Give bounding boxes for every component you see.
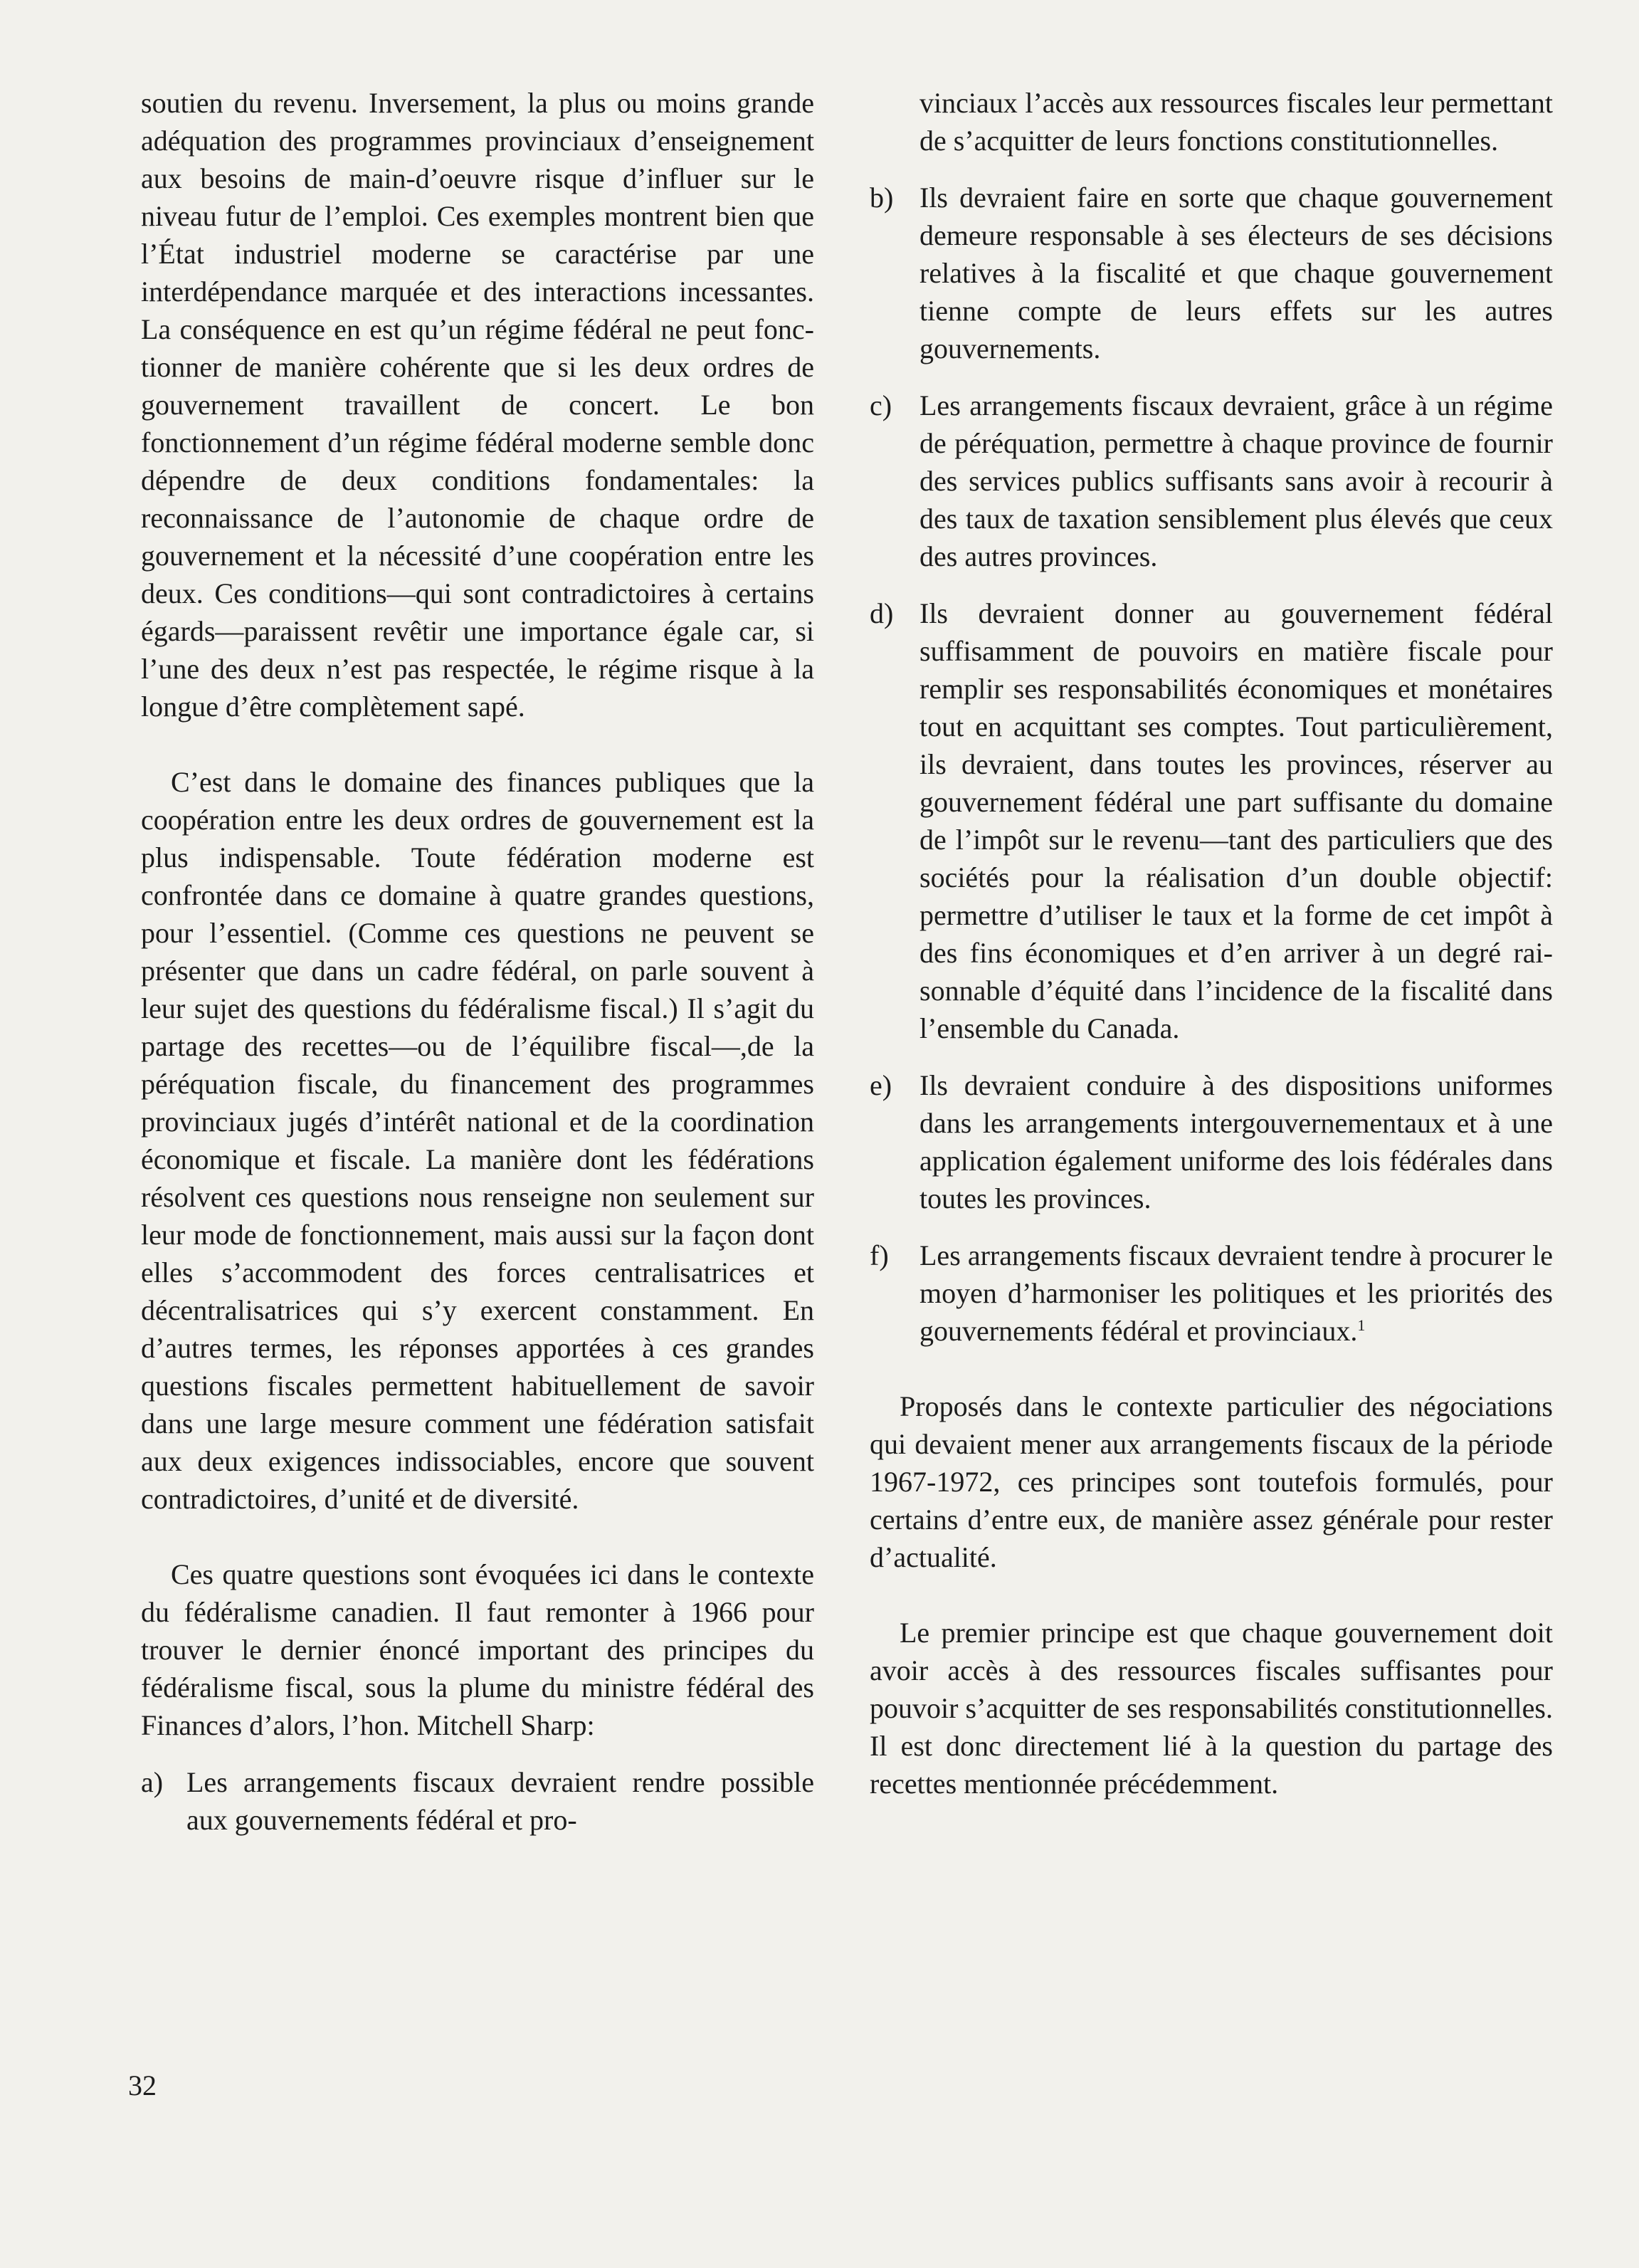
item-label: f) — [870, 1239, 889, 1271]
item-label: c) — [870, 389, 892, 421]
principle-item-f — [870, 1237, 1553, 1350]
principle-item-a — [141, 1763, 814, 1839]
principle-item-c — [870, 387, 1553, 575]
item-text-wrapper — [919, 1237, 1553, 1350]
item-text: Ils devraient donner au gouvernement fédéral suffisamment de pouvoirs en matière fiscale pour remplir ses responsabilités économiques et monétaires tout en acquittant ses comptes. Tout particulièrement, ils devraient, dans toutes les provinces, réserver au gouvernement fédéral une part suffisante du domaine de l’impôt sur le revenu—tant des particuliers que des sociétés pour la réalisation d’un double objectif: permettre d’utiliser le taux et la forme de cet impôt à des fins économiques et d’en arriver à un degré raisonnable d’équité dans l’incidence de la fiscalité dans l’ensemble du Canada. — [919, 597, 1553, 1044]
paragraph-sharp-principles: Ces quatre questions sont évoquées ici dans le contexte du fédéralisme canadien. Il faut remonter à 1966 pour trouver le dernier énoncé important des principes du fédéralisme fiscal, sous la plume du ministre fédéral des Finances d’alors, l’hon. Mitchell Sharp: — [141, 1558, 814, 1741]
paragraph-interdependence: soutien du revenu. Inversement, la plus ou moins grande adéquation des programmes provinciaux d’enseignement aux besoins de main-d’oeuvre risque d’influer sur le niveau futur de l’emploi. Ces exemples montrent bien que l’État industriel moderne se caractérise par une interdépendance marquée et des interactions incessantes. La conséquence en est qu’un régime fédéral ne peut fonctionner de manière cohérente que si les deux ordres de gouvernement travaillent de concert. Le bon fonctionnement d’un régime fédéral moderne semble donc dépendre de deux conditions fondamentales: la reconnaissance de l’autonomie de chaque ordre de gouvernement et la nécessité d’une coopération entre les deux. Ces conditions—qui sont contradictoires à certains égards—paraissent revêtir une importance égale car, si l’une des deux n’est pas respectée, le régime risque à la longue d’être complètement sapé. — [141, 87, 814, 723]
paragraph-context-1967: Proposés dans le contexte particulier des négociations qui devaient mener aux arrangements fiscaux de la période 1967-1972, ces principes sont toutefois formulés, pour certains d’entre eux, de manière assez générale pour rester d’actualité. — [870, 1390, 1553, 1573]
paragraph-first-principle: Le premier principe est que chaque gouvernement doit avoir accès à des ressources fiscales suffisantes pour pouvoir s’acquitter de ses responsabilités constitutionnelles. Il est donc directement lié à la question du partage des recettes mentionnée précédemment. — [870, 1617, 1553, 1800]
item-text: Les arrangements fiscaux devraient rendre possible aux gouvernements fédéral et pro- — [186, 1766, 814, 1836]
footnote-reference[interactable]: 1 — [1357, 1316, 1366, 1334]
item-text: Ils devraient faire en sorte que chaque gouvernement demeure responsable à ses électeurs de ses décisions relatives à la fiscalité et que chaque gouvernement tienne compte de leurs effets sur les autres gouvernements. — [919, 182, 1553, 364]
principle-item-d — [870, 594, 1553, 1047]
right-column — [870, 84, 1553, 1802]
item-label: d) — [870, 597, 894, 629]
principle-item-a-continued — [870, 84, 1553, 159]
item-label: e) — [870, 1069, 892, 1101]
item-text: Ils devraient conduire à des dispositions uniformes dans les arrangements intergouvernementaux et à une application également uniforme des lois fédérales dans toutes les provinces. — [919, 1069, 1553, 1214]
paragraph-public-finances: C’est dans le domaine des finances publiques que la coopération entre les deux ordres de gouvernement est la plus indispensable. Toute fédération moderne est confrontée dans ce domaine à quatre grandes questions, pour l’essentiel. (Comme ces questions ne peuvent se présenter que dans un cadre fédéral, on parle souvent à leur sujet des questions du fédéralisme fiscal.) Il s’agit du partage des recettes—ou de l’équilibre fiscal—,de la péréquation fiscale, du financement des programmes provinciaux jugés d’intérêt national et de la coordination économique et fiscale. La manière dont les fédérations résolvent ces questions nous renseigne non seulement sur leur mode de fonctionnement, mais aussi sur la façon dont elles s’accommodent des forces centralisatrices et décentralisatrices qui s’y exercent constamment. En d’autres termes, les réponses apportées à ces grandes questions fiscales permettent habituellement de savoir dans une large mesure comment une fédération satisfait aux deux exigences indissociables, encore que souvent contradictoires, d’unité et de diversité. — [141, 766, 814, 1515]
item-text: vinciaux l’accès aux ressources fiscales leur permettant de s’acquitter de leurs fonctions constitutionnelles. — [919, 87, 1553, 157]
item-label: a) — [141, 1766, 164, 1798]
item-text: Les arrangements fiscaux devraient tendre à procurer le moyen d’harmoniser les politiques et les priorités des gouvernements fédéral et provinciaux. — [919, 1239, 1553, 1347]
left-column — [141, 84, 814, 1839]
principle-item-b — [870, 179, 1553, 367]
item-text: Les arrangements fiscaux devraient, grâce à un régime de péréquation, permettre à chaque province de fournir des services publics suffisants sans avoir à recourir à des taux de taxation sensiblement plus élevés que ceux des autres provinces. — [919, 389, 1553, 572]
item-label: b) — [870, 182, 894, 214]
page-number: 32 — [128, 2069, 157, 2101]
principle-item-e — [870, 1066, 1553, 1217]
